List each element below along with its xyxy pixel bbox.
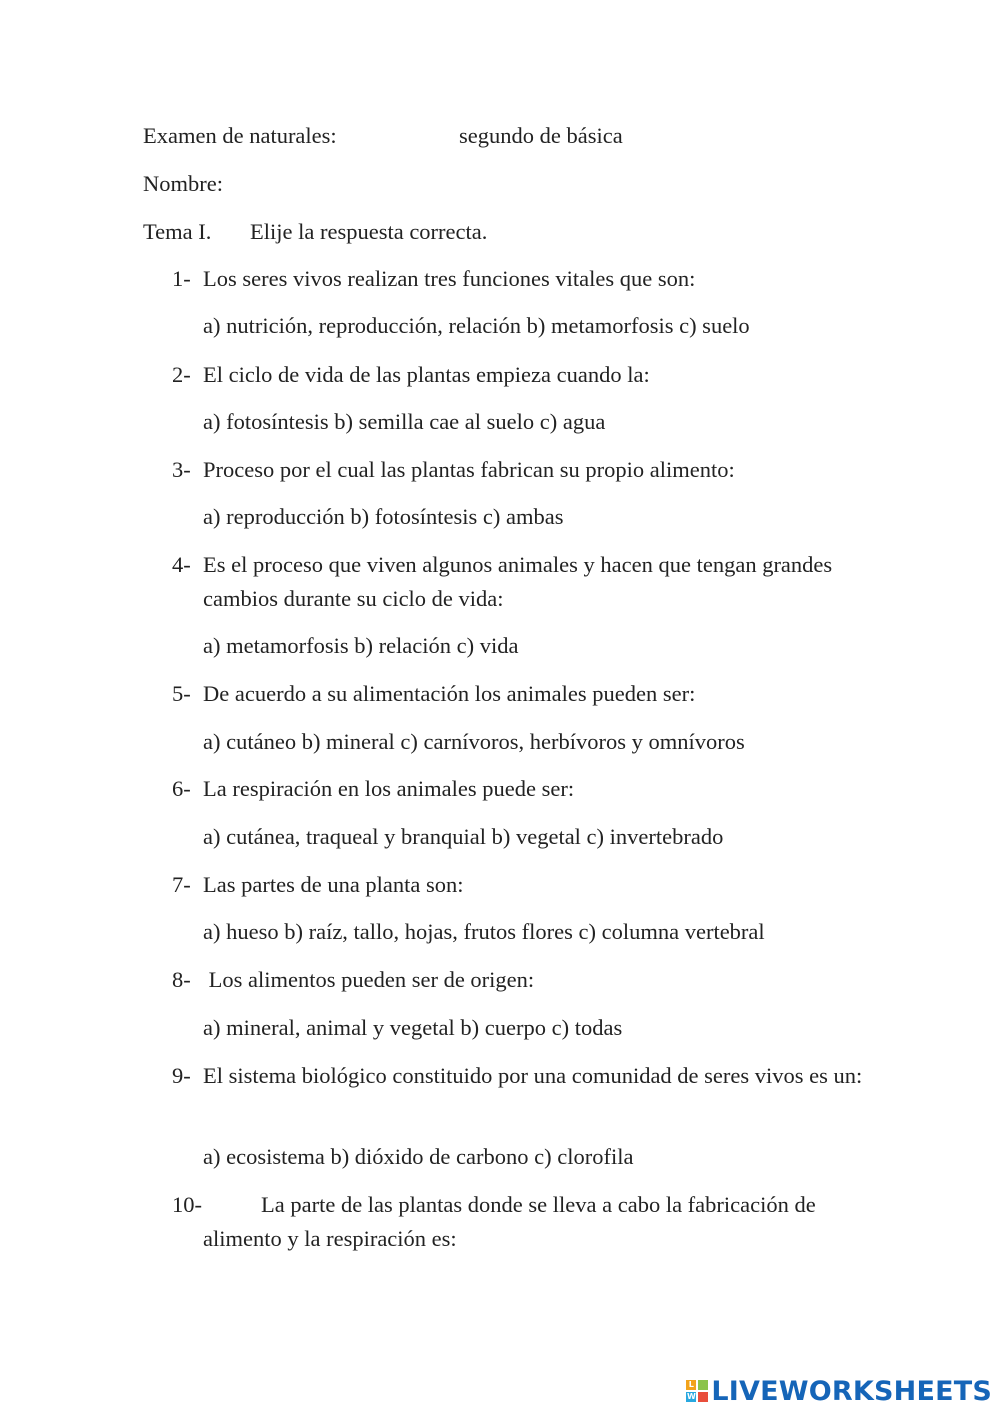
question-number: 7-: [172, 872, 191, 897]
question-text: El ciclo de vida de las plantas empieza cuando la:: [203, 362, 650, 387]
question-text: De acuerdo a su alimentación los animales pueden ser:: [203, 681, 696, 706]
question-text: El sistema biológico constituido por una comunidad de seres vivos es un:: [203, 1063, 863, 1088]
exam-title: Examen de naturales:: [143, 123, 337, 148]
logo-square-green: [698, 1380, 708, 1390]
logo-letter: L: [686, 1380, 696, 1390]
logo-letter: W: [686, 1392, 696, 1401]
brand-name: LIVEWORKSHEETS: [711, 1375, 992, 1407]
question-text: Los seres vivos realizan tres funciones vitales que son:: [203, 266, 696, 291]
question-number: 8-: [172, 967, 191, 992]
question-options: a) hueso b) raíz, tallo, hojas, frutos flores c) columna vertebral: [203, 919, 765, 944]
question-number: 2-: [172, 362, 191, 387]
question-text: Los alimentos pueden ser de origen:: [203, 967, 535, 992]
question-number: 1-: [172, 266, 191, 291]
question-number: 10-: [172, 1192, 202, 1217]
question-text: Proceso por el cual las plantas fabrican su propio alimento:: [203, 457, 735, 482]
logo-squares-icon: [686, 1380, 708, 1402]
question-text: La parte de las plantas donde se lleva a cabo la fabricación de alimento y la respiración es:: [203, 1192, 816, 1251]
question-options: a) mineral, animal y vegetal b) cuerpo c) todas: [203, 1015, 623, 1040]
question-number: 9-: [172, 1063, 191, 1088]
question-options: a) reproducción b) fotosíntesis c) ambas: [203, 504, 564, 529]
grade-label: segundo de básica: [459, 123, 623, 148]
question-text: La respiración en los animales puede ser:: [203, 776, 575, 801]
question-options: a) fotosíntesis b) semilla cae al suelo c) agua: [203, 409, 606, 434]
liveworksheets-logo[interactable]: [686, 1373, 992, 1409]
question-number: 4-: [172, 552, 191, 577]
instruction: Elije la respuesta correcta.: [250, 219, 488, 244]
question-number: 3-: [172, 457, 191, 482]
question-options: a) cutáneo b) mineral c) carnívoros, herbívoros y omnívoros: [203, 729, 745, 754]
question-number: 6-: [172, 776, 191, 801]
question-options: a) cutánea, traqueal y branquial b) vegetal c) invertebrado: [203, 824, 724, 849]
question-number: 5-: [172, 681, 191, 706]
question-options: a) ecosistema b) dióxido de carbono c) clorofila: [203, 1144, 634, 1169]
logo-square-red: [698, 1392, 708, 1402]
question-text: Las partes de una planta son:: [203, 872, 464, 897]
name-label: Nombre:: [143, 171, 223, 196]
question-options: a) metamorfosis b) relación c) vida: [203, 633, 519, 658]
question-options: a) nutrición, reproducción, relación b) metamorfosis c) suelo: [203, 313, 750, 338]
theme-label: Tema I.: [143, 219, 212, 244]
question-text: Es el proceso que viven algunos animales y hacen que tengan grandes cambios durante su ciclo de vida:: [203, 552, 833, 611]
